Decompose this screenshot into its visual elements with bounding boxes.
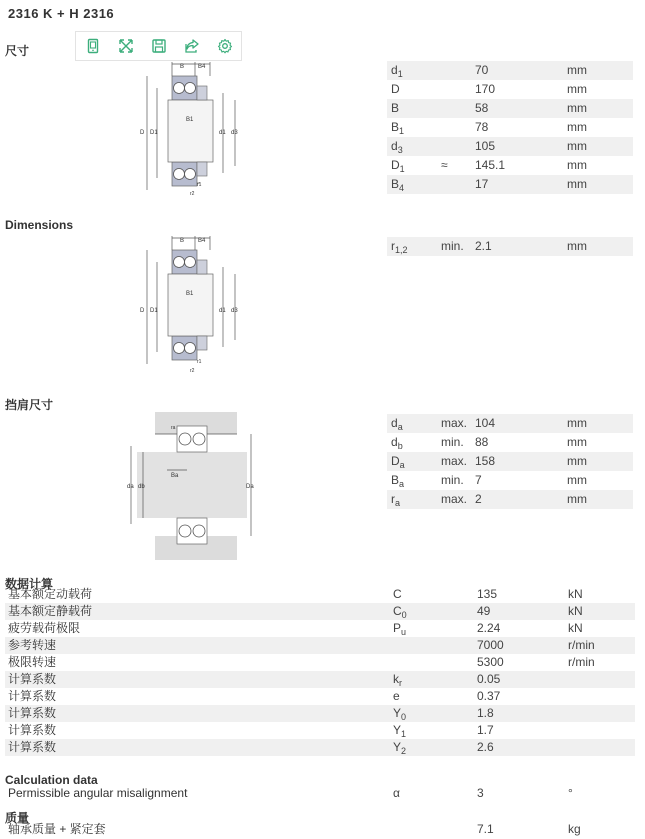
param-value: 70 (475, 63, 489, 77)
label-ba: Ba (171, 473, 179, 479)
param-symbol (391, 175, 404, 194)
param-value: 2 (475, 492, 482, 506)
param-qualifier: max. (441, 416, 468, 430)
param-row (387, 61, 633, 80)
data-row-symbol (393, 671, 402, 688)
param-value: 170 (475, 82, 496, 96)
data-row-label: 计算系数 (8, 723, 57, 737)
drawing-toolbar (75, 31, 242, 61)
param-value: 104 (475, 416, 496, 430)
param-symbol-subscript: a (399, 479, 405, 489)
data-row-value: 1.8 (477, 706, 494, 720)
param-symbol-subscript: 4 (399, 183, 405, 193)
share-icon (184, 38, 200, 54)
param-row (387, 471, 633, 490)
param-row (387, 237, 633, 256)
param-value: 105 (475, 139, 496, 153)
param-symbol-base: d (391, 139, 398, 153)
param-row (387, 99, 633, 118)
param-symbol (391, 490, 400, 509)
param-qualifier: ≈ (441, 158, 448, 172)
data-row-symbol (393, 586, 402, 603)
label-db: db (138, 484, 145, 490)
data-row-value: 2.6 (477, 740, 494, 754)
label-r2: r2 (190, 191, 195, 197)
param-value: 58 (475, 101, 489, 115)
data-row-symbol-base: α (393, 786, 400, 800)
section-heading-dimensions-cn: 尺寸 (5, 44, 30, 58)
data-row (5, 705, 635, 722)
param-value: 7 (475, 473, 482, 487)
label-r1: r1 (197, 182, 202, 188)
abutment-drawing (125, 412, 260, 560)
data-row-symbol-subscript: 0 (401, 610, 407, 620)
data-row-label: 计算系数 (8, 740, 57, 754)
param-symbol-subscript: a (399, 460, 405, 470)
param-row (387, 156, 633, 175)
param-symbol (391, 61, 403, 80)
param-symbol-subscript: 1 (399, 164, 405, 174)
data-row-symbol (393, 688, 400, 705)
dimensions-table (387, 61, 633, 194)
param-symbol-base: D (391, 454, 400, 468)
data-row-symbol (393, 785, 400, 802)
data-row-value: 49 (477, 604, 491, 618)
param-symbol (391, 237, 408, 256)
data-row (5, 637, 635, 654)
data-row (5, 586, 635, 603)
section-heading-mass: 质量 (5, 811, 30, 825)
section-heading-abutment: 挡肩尺寸 (5, 398, 54, 412)
calculation-en-table (5, 785, 635, 802)
param-unit: mm (567, 239, 587, 253)
data-row-label: 基本额定动载荷 (8, 587, 93, 601)
settings-icon (217, 38, 233, 54)
param-symbol-base: d (391, 435, 398, 449)
label-r2: r2 (190, 368, 195, 374)
label-r1: r1 (197, 359, 202, 365)
save-icon (151, 38, 167, 54)
data-row (5, 654, 635, 671)
data-row-label: 参考转速 (8, 638, 57, 652)
data-row-label: 疲劳载荷极限 (8, 621, 81, 635)
param-symbol-subscript: 3 (397, 145, 403, 155)
data-row-label: 轴承质量 + 紧定套 (8, 822, 106, 836)
data-row-value: 7000 (477, 638, 504, 652)
param-symbol (391, 99, 399, 118)
param-unit: mm (567, 139, 587, 153)
param-symbol-base: B (391, 177, 400, 191)
param-symbol (391, 137, 403, 156)
param-unit: mm (567, 158, 587, 172)
label-da: da (127, 484, 134, 490)
label-d1-outer: D1 (150, 130, 158, 136)
data-row-value: 0.37 (477, 689, 501, 703)
data-row (5, 603, 635, 620)
param-qualifier: min. (441, 239, 464, 253)
data-row-value: 2.24 (477, 621, 501, 635)
data-row-unit: kN (568, 587, 583, 601)
param-unit: mm (567, 435, 587, 449)
data-row-value: 0.05 (477, 672, 501, 686)
param-value: 158 (475, 454, 496, 468)
param-value: 145.1 (475, 158, 506, 172)
data-row-symbol-base: C (393, 604, 402, 618)
label-d1-outer: D1 (150, 308, 158, 314)
data-row-symbol-base: Y (393, 740, 402, 754)
param-unit: mm (567, 82, 587, 96)
label-b1: B1 (186, 291, 194, 297)
param-value: 88 (475, 435, 489, 449)
bearing-drawing-dimensions (135, 58, 250, 198)
param-value: 17 (475, 177, 489, 191)
data-row-symbol-base: Y (393, 723, 402, 737)
data-row-symbol (393, 603, 407, 620)
settings-button[interactable] (208, 32, 241, 60)
param-unit: mm (567, 416, 587, 430)
param-unit: mm (567, 101, 587, 115)
param-symbol-subscript: b (397, 441, 403, 451)
dimensions-en-table (387, 237, 633, 256)
data-row-symbol (393, 620, 406, 637)
abutment-table (387, 414, 633, 509)
param-symbol-base: d (391, 63, 398, 77)
param-unit: mm (567, 177, 587, 191)
param-qualifier: max. (441, 492, 468, 506)
param-symbol-base: B (391, 120, 400, 134)
data-row-value: 1.7 (477, 723, 494, 737)
param-unit: mm (567, 120, 587, 134)
param-symbol-base: D (391, 158, 400, 172)
param-qualifier: max. (441, 454, 468, 468)
param-unit: mm (567, 473, 587, 487)
label-ra: ra (171, 425, 176, 431)
tablet-button[interactable] (76, 32, 109, 60)
param-symbol-base: r (391, 239, 395, 253)
data-row-label: 基本额定静载荷 (8, 604, 93, 618)
label-b: B (180, 238, 185, 244)
data-row-unit: r/min (568, 655, 595, 669)
data-row-symbol-base: P (393, 621, 402, 635)
data-row (5, 722, 635, 739)
tablet-icon (85, 38, 101, 54)
data-row (5, 671, 635, 688)
param-unit: mm (567, 63, 587, 77)
param-row (387, 490, 633, 509)
data-row (5, 688, 635, 705)
param-symbol-base: d (391, 416, 398, 430)
data-row-symbol-subscript: r (399, 678, 402, 688)
param-row (387, 414, 633, 433)
param-row (387, 175, 633, 194)
param-row (387, 118, 633, 137)
data-row-label: 计算系数 (8, 689, 57, 703)
data-row-unit: kN (568, 621, 583, 635)
data-row-value: 135 (477, 587, 498, 601)
param-row (387, 433, 633, 452)
param-value: 2.1 (475, 239, 492, 253)
data-row-label: 计算系数 (8, 706, 57, 720)
data-row (5, 739, 635, 756)
param-unit: mm (567, 492, 587, 506)
data-row-symbol-subscript: 1 (401, 729, 407, 739)
param-value: 78 (475, 120, 489, 134)
data-row-symbol-subscript: 2 (401, 746, 407, 756)
label-d1-bore: d1 (219, 130, 226, 136)
mass-table (5, 821, 635, 838)
expand-button[interactable] (109, 32, 142, 60)
param-symbol-subscript: a (397, 422, 403, 432)
param-symbol-subscript: 1 (397, 69, 403, 79)
label-d3: d3 (231, 308, 238, 314)
label-d-outer: D (140, 130, 145, 136)
param-symbol (391, 80, 400, 99)
label-da-outer: Da (246, 484, 254, 490)
data-row-symbol-subscript: u (401, 627, 407, 637)
label-d-outer: D (140, 308, 145, 314)
param-symbol-base: B (391, 101, 400, 115)
bearing-drawing-dimensions-en (135, 232, 250, 377)
label-b: B (180, 64, 185, 70)
param-symbol-base: r (391, 492, 395, 506)
data-row-value: 5300 (477, 655, 504, 669)
param-symbol-subscript: 1 (399, 126, 405, 136)
data-row-symbol (393, 705, 406, 722)
param-qualifier: min. (441, 473, 464, 487)
param-symbol-base: D (391, 82, 400, 96)
param-symbol (391, 433, 403, 452)
param-symbol (391, 118, 404, 137)
data-row-unit: kg (568, 822, 581, 836)
data-row-symbol (393, 722, 406, 739)
data-row-unit: ° (568, 786, 573, 800)
section-heading-calc-cn: 数据计算 (5, 577, 54, 591)
param-row (387, 80, 633, 99)
data-row-value: 3 (477, 786, 484, 800)
param-symbol-subscript: a (395, 498, 401, 508)
label-b4: B4 (198, 64, 206, 70)
data-row-symbol-subscript: 0 (401, 712, 407, 722)
share-button[interactable] (175, 32, 208, 60)
expand-icon (118, 38, 134, 54)
param-symbol-base: B (391, 473, 400, 487)
param-unit: mm (567, 454, 587, 468)
data-row-symbol-base: e (393, 689, 400, 703)
label-b1: B1 (186, 117, 194, 123)
section-heading-dimensions-en: Dimensions (5, 218, 74, 232)
data-row (5, 821, 635, 838)
data-row-label: Permissible angular misalignment (8, 786, 188, 800)
param-symbol (391, 414, 403, 433)
label-d3: d3 (231, 130, 238, 136)
data-row-label: 极限转速 (8, 655, 57, 669)
save-button[interactable] (142, 32, 175, 60)
param-row (387, 452, 633, 471)
data-row-label: 计算系数 (8, 672, 57, 686)
param-symbol (391, 156, 405, 175)
data-row-unit: r/min (568, 638, 595, 652)
calculation-table (5, 586, 635, 756)
param-symbol (391, 471, 404, 490)
label-b4: B4 (198, 238, 206, 244)
label-d1-bore: d1 (219, 308, 226, 314)
param-symbol-subscript: 1,2 (395, 245, 408, 255)
param-qualifier: min. (441, 435, 464, 449)
param-row (387, 137, 633, 156)
data-row-symbol-base: k (393, 672, 399, 686)
data-row-value: 7.1 (477, 822, 494, 836)
data-row-unit: kN (568, 604, 583, 618)
section-heading-calc-en: Calculation data (5, 773, 98, 787)
data-row-symbol (393, 739, 406, 756)
param-symbol (391, 452, 405, 471)
data-row-symbol-base: Y (393, 706, 402, 720)
data-row-symbol-base: C (393, 587, 402, 601)
page-title: 2316 K + H 2316 (8, 6, 115, 21)
data-row (5, 785, 635, 802)
data-row (5, 620, 635, 637)
